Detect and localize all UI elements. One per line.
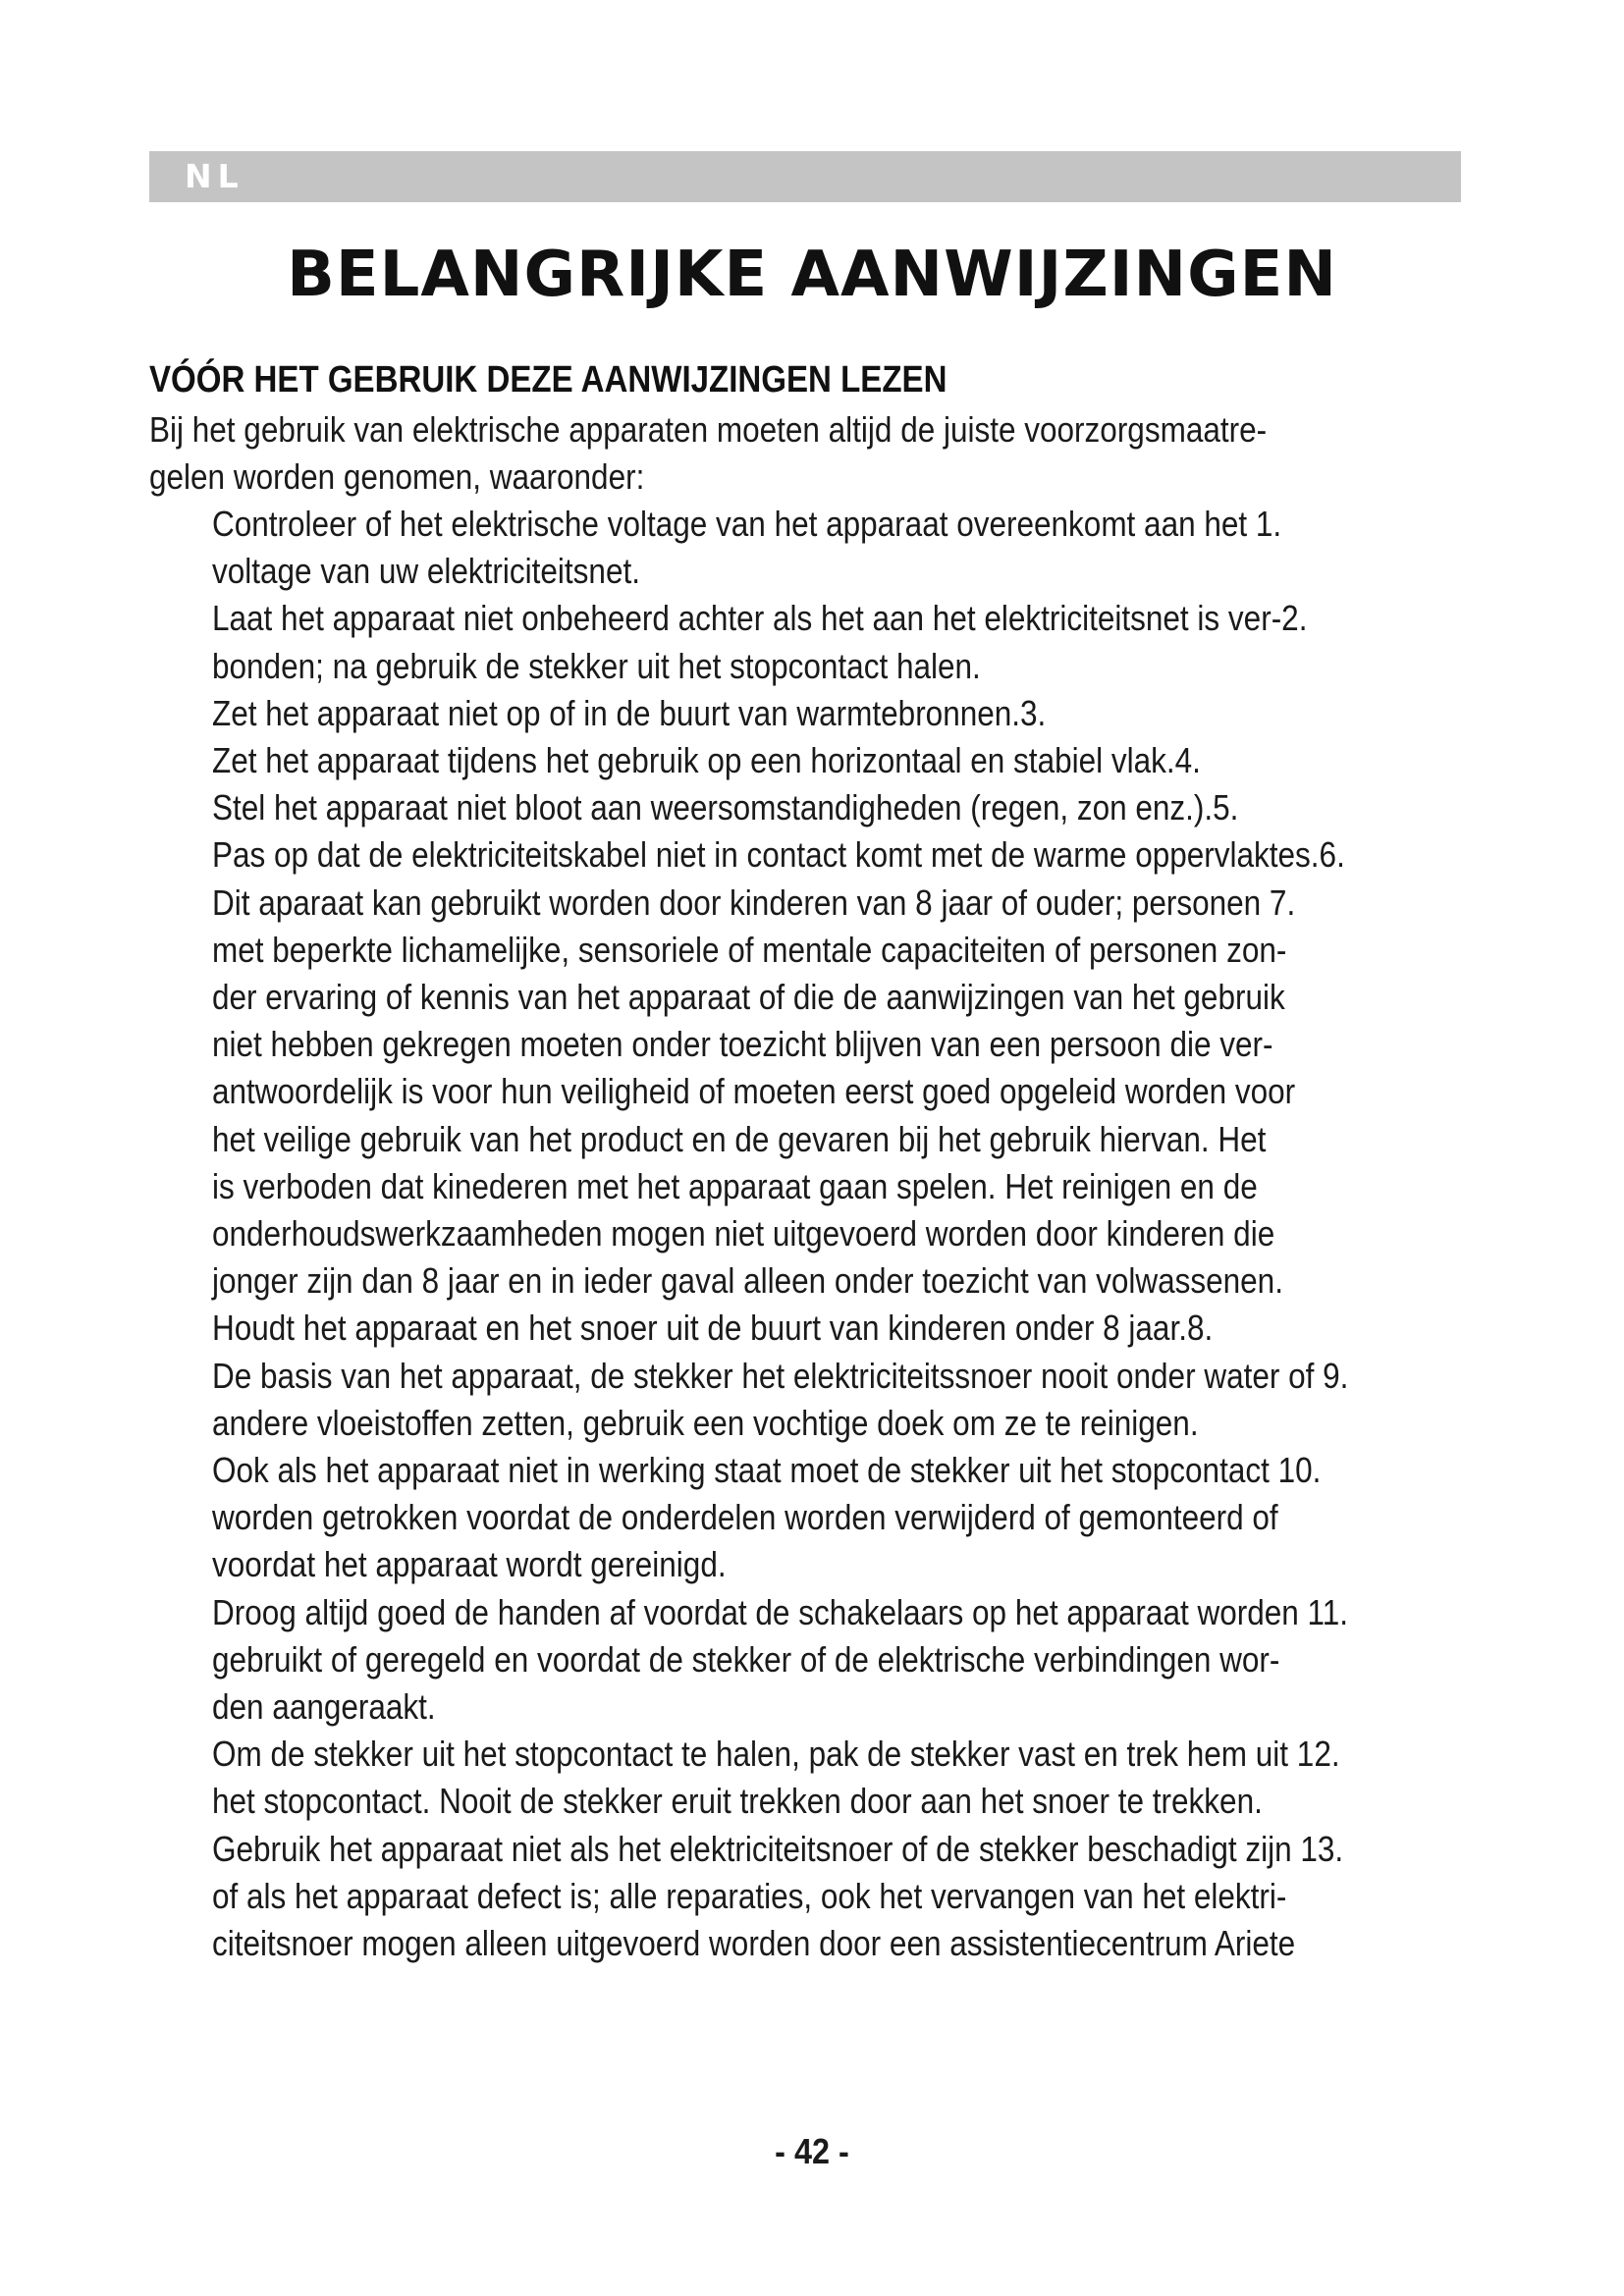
list-item: [212, 1447, 1360, 1589]
list-item: [212, 1589, 1360, 1732]
item-line: is verboden dat kinederen met het apparaat gaan spelen. Het reinigen en de: [212, 1165, 1258, 1206]
item-line: gebruikt of geregeld en voordat de stekker of de elektrische verbindingen wor-: [212, 1638, 1280, 1680]
item-line: citeitsnoer mogen alleen uitgevoerd worden door een assistentiecentrum Ariete: [212, 1923, 1296, 1964]
item-line: Dit aparaat kan gebruikt worden door kinderen van 8 jaar of ouder; personen 7.: [212, 881, 1296, 923]
list-item: [212, 737, 1360, 784]
item-line: of als het apparaat defect is; alle reparaties, ook het vervangen van het elektri-: [212, 1875, 1287, 1916]
intro-line: Bij het gebruik van elektrische apparaten moeten altijd de juiste voorzorgsmaatre-: [149, 409, 1268, 450]
item-line: bonden; na gebruik de stekker uit het stopcontact halen.: [212, 645, 981, 686]
list-item: [212, 880, 1360, 1306]
list-item: [212, 784, 1360, 831]
item-line: Controleer of het elektrische voltage van het apparaat overeenkomt aan het 1.: [212, 504, 1282, 544]
instruction-list: [149, 501, 1524, 1967]
item-line: onderhoudswerkzaamheden mogen niet uitgevoerd worden door kinderen die: [212, 1213, 1275, 1255]
item-line: worden getrokken voordat de onderdelen worden verwijderd of gemonteerd of: [212, 1497, 1278, 1538]
list-item: [212, 501, 1360, 595]
item-line: jonger zijn dan 8 jaar en in ieder gaval alleen onder toezicht van volwassenen.: [212, 1260, 1283, 1302]
item-line: niet hebben gekregen moeten onder toezicht blijven van een persoon die ver-: [212, 1024, 1273, 1065]
section-title: VÓÓR HET GEBRUIK DEZE AANWIJZINGEN LEZEN: [149, 359, 947, 400]
item-line: Zet het apparaat tijdens het gebruik op een horizontaal en stabiel vlak.4.: [212, 740, 1201, 781]
item-line: den aangeraakt.: [212, 1686, 436, 1728]
page-number: - 42 -: [775, 2131, 849, 2171]
item-line: het stopcontact. Nooit de stekker eruit trekken door aan het snoer te trekken.: [212, 1781, 1263, 1822]
item-line: Stel het apparaat niet bloot aan weersomstandigheden (regen, zon enz.).5.: [212, 787, 1239, 828]
item-line: Ook als het apparaat niet in werking staat moet de stekker uit het stopcontact 10.: [212, 1450, 1322, 1491]
list-item: [212, 1731, 1360, 1825]
item-line: voordat het apparaat wordt gereinigd.: [212, 1544, 727, 1585]
list-item: [212, 595, 1360, 689]
item-line: het veilige gebruik van het product en de gevaren bij het gebruik hiervan. Het: [212, 1118, 1267, 1159]
item-line: voltage van uw elektriciteitsnet.: [212, 551, 640, 592]
item-line: Pas op dat de elektriciteitskabel niet in contact komt met de warme oppervlaktes.6.: [212, 834, 1345, 876]
item-line: Droog altijd goed de handen af voordat de schakelaars op het apparaat worden 11.: [212, 1591, 1348, 1632]
document-body: [149, 353, 1524, 1967]
intro-text: [149, 406, 1309, 501]
item-line: Laat het apparaat niet onbeheerd achter als het aan het elektriciteitsnet is ver-2.: [212, 598, 1308, 639]
item-line: Gebruik het apparaat niet als het elektriciteitsnoer of de stekker beschadigt zijn 13.: [212, 1828, 1344, 1869]
item-line: andere vloeistoffen zetten, gebruik een vochtige doek om ze te reinigen.: [212, 1402, 1199, 1443]
list-item: [212, 831, 1360, 879]
item-line: Houdt het apparaat en het snoer uit de buurt van kinderen onder 8 jaar.8.: [212, 1308, 1214, 1349]
item-line: Om de stekker uit het stopcontact te halen, pak de stekker vast en trek hem uit 12.: [212, 1734, 1340, 1775]
list-item: [212, 1826, 1360, 1968]
intro-line: gelen worden genomen, waaronder:: [149, 456, 645, 498]
item-line: met beperkte lichamelijke, sensoriele of mentale capaciteiten of personen zon-: [212, 929, 1287, 970]
page-title: BELANGRIJKE AANWIJZINGEN: [287, 239, 1337, 311]
list-item: [212, 1305, 1360, 1352]
item-line: antwoordelijk is voor hun veiligheid of moeten eerst goed opgeleid worden voor: [212, 1071, 1296, 1112]
list-item: [212, 690, 1360, 737]
item-line: der ervaring of kennis van het apparaat of die de aanwijzingen van het gebruik: [212, 977, 1285, 1018]
item-line: Zet het apparaat niet op of in de buurt van warmtebronnen.3.: [212, 692, 1047, 733]
language-bar: [149, 151, 1461, 202]
intro-paragraph: [149, 406, 1310, 501]
list-item: [212, 1353, 1360, 1447]
item-line: De basis van het apparaat, de stekker het elektriciteitssnoer nooit onder water of 9.: [212, 1355, 1349, 1396]
language-code: NL: [185, 157, 244, 195]
